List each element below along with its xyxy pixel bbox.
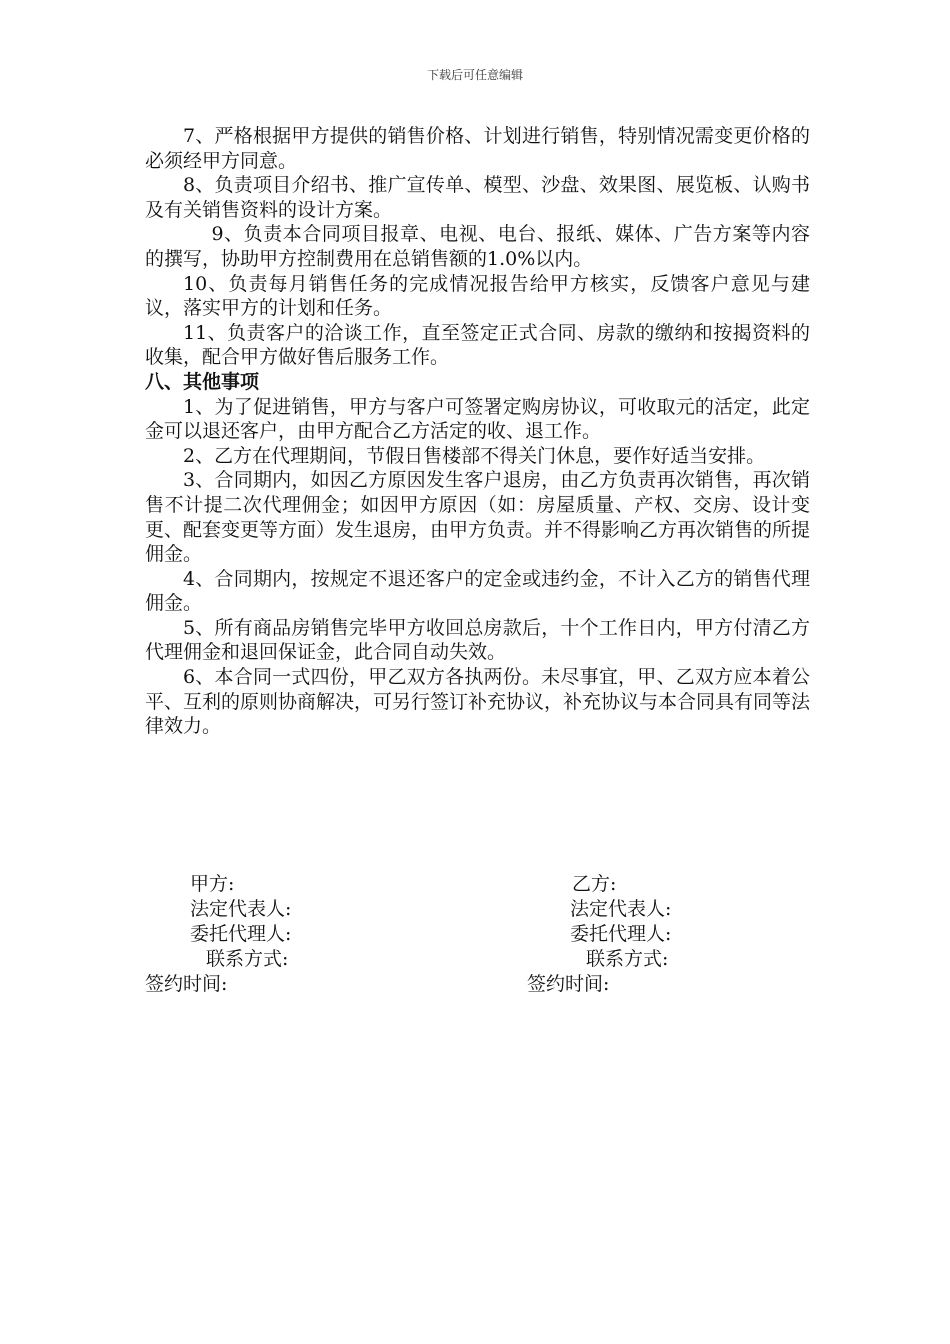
party-a-agent: 委托代理人:: [190, 923, 292, 945]
other-clause-6: 6、本合同一式四份，甲乙双方各执两份。未尽事宜，甲、乙双方应本着公平、互利的原则协商解决，可另行签订补充协议，补充协议与本合同具有同等法律效力。: [145, 666, 811, 738]
other-clause-2: 2、乙方在代理期间，节假日售楼部不得关门休息，要作好适当安排。: [183, 444, 766, 467]
party-b-sign-date: 签约时间:: [527, 973, 610, 995]
clause-7: 7、严格根据甲方提供的销售价格、计划进行销售，特别情况需变更价格的必须经甲方同意。: [145, 125, 810, 172]
party-a-label: 甲方:: [190, 873, 235, 895]
clause-8: 8、负责项目介绍书、推广宣传单、模型、沙盘、效果图、展览板、认购书及有关销售资料的设计方案。: [145, 174, 810, 221]
party-b-contact: 联系方式:: [586, 948, 669, 970]
party-b-agent: 委托代理人:: [570, 923, 672, 945]
party-a-legal-rep: 法定代表人:: [190, 898, 292, 920]
party-a-contact: 联系方式:: [206, 948, 289, 970]
clause-11: 11、负责客户的洽谈工作，直至签定正式合同、房款的缴纳和按揭资料的收集，配合甲方做好售后服务工作。: [145, 321, 810, 369]
other-clause-1: 1、为了促进销售，甲方与客户可签署定购房协议，可收取元的活定，此定金可以退还客户，由甲方配合乙方活定的收、退工作。: [145, 395, 810, 443]
party-b-legal-rep: 法定代表人:: [570, 898, 672, 920]
section-heading-other-matters: 八、其他事项: [145, 370, 260, 393]
page-header: 下载后可任意编辑: [426, 68, 523, 82]
clause-10: 10、负责每月销售任务的完成情况报告给甲方核实，反馈客户意见与建议，落实甲方的计划和任务。: [145, 272, 810, 320]
party-b-label: 乙方:: [572, 873, 617, 895]
clause-9: 9、负责本合同项目报章、电视、电台、报纸、媒体、广告方案等内容的撰写，协助甲方控制费用在总销售额的1.0%以内。: [145, 223, 810, 270]
other-clause-4: 4、合同期内，按规定不退还客户的定金或违约金，不计入乙方的销售代理佣金。: [145, 567, 810, 615]
party-a-sign-date: 签约时间:: [145, 973, 228, 995]
other-clause-3: 3、合同期内，如因乙方原因发生客户退房，由乙方负责再次销售，再次销售不计提二次代理佣金；如因甲方原因（如：房屋质量、产权、交房、设计变更、配套变更等方面）发生退房，由甲方负责。并不得影响乙方再次销售的所提佣金。: [145, 469, 811, 566]
other-clause-5: 5、所有商品房销售完毕甲方收回总房款后，十个工作日内，甲方付清乙方代理佣金和退回保证金，此合同自动失效。: [145, 616, 810, 664]
contract-body: [145, 124, 810, 739]
